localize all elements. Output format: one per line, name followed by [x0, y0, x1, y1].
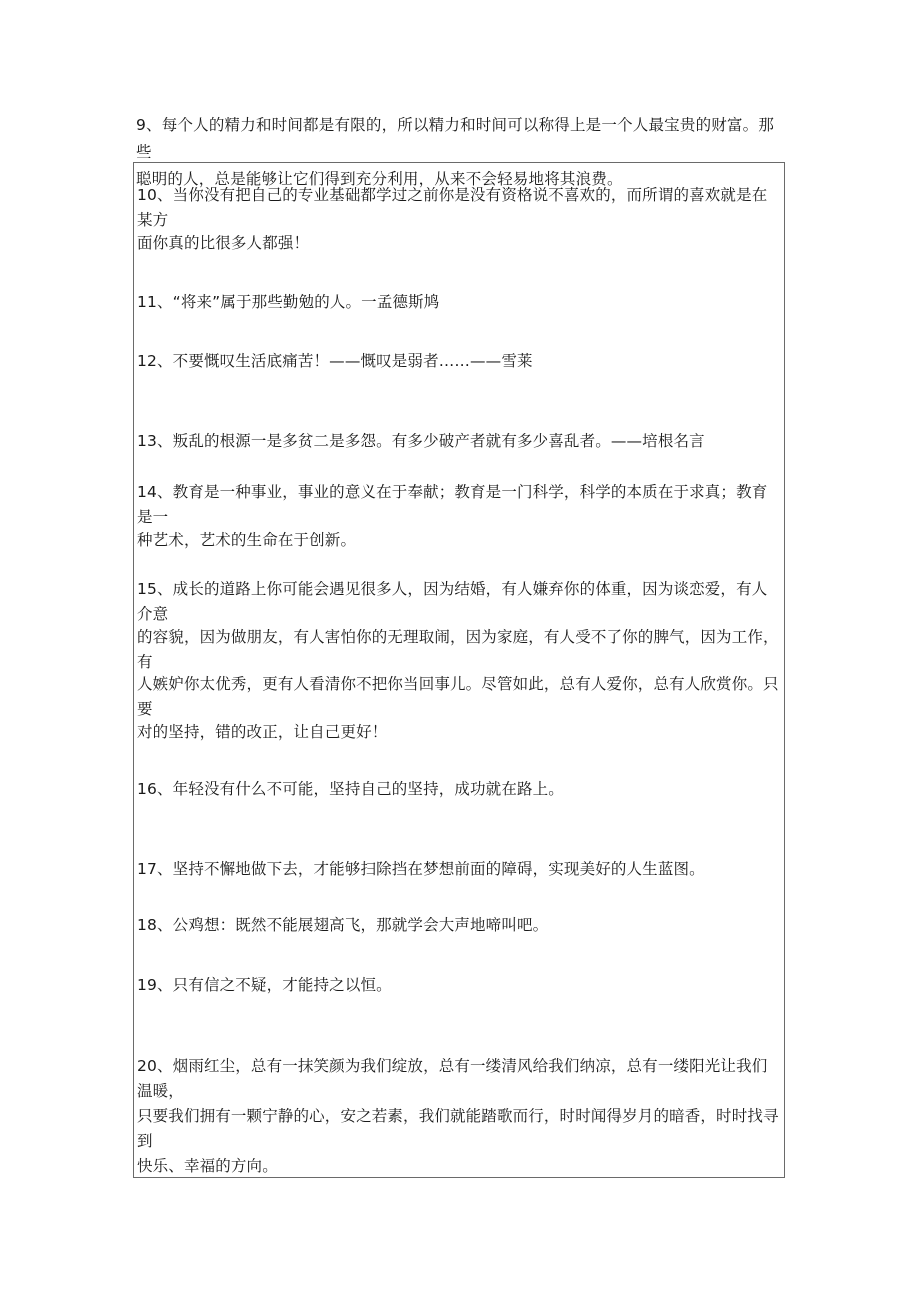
quote-table-box: [133, 162, 785, 1178]
quote-10-line-2: 面你真的比很多人都强！: [137, 234, 310, 252]
quote-19: 19、只有信之不疑，才能持之以恒。: [137, 976, 392, 994]
quote-12: 12、不要慨叹生活底痛苦！——慨叹是弱者……——雪莱: [137, 352, 533, 370]
quote-14-line-1: 14、教育是一种事业，事业的意义在于奉献；教育是一门科学，科学的本质在于求真；教育是一: [137, 483, 768, 526]
quote-14-line-2: 种艺术，艺术的生命在于创新。: [137, 531, 357, 549]
quote-20-line-1: 20、烟雨红尘，总有一抹笑颜为我们绽放，总有一缕清风给我们纳凉，总有一缕阳光让我们温暖，: [137, 1057, 768, 1100]
quote-13: 13、叛乱的根源一是多贫二是多怨。有多少破产者就有多少喜乱者。——培根名言: [137, 432, 705, 450]
quote-20-line-2: 只要我们拥有一颗宁静的心，安之若素，我们就能踏歌而行，时时闻得岁月的暗香，时时找寻到: [137, 1107, 779, 1150]
quote-15-line-2: 的容貌，因为做朋友，有人害怕你的无理取闹，因为家庭，有人受不了你的脾气，因为工作，有: [137, 628, 779, 671]
quote-15-line-4: 对的坚持，错的改正，让自己更好！: [137, 723, 388, 741]
intro-line-1: 9、每个人的精力和时间都是有限的，所以精力和时间可以称得上是一个人最宝贵的财富。那些: [136, 116, 775, 161]
quote-10: [137, 183, 783, 233]
quote-20-line-3: 快乐、幸福的方向。: [137, 1157, 278, 1175]
quote-10-line-1: 10、当你没有把自己的专业基础都学过之前你是没有资格说不喜欢的，而所谓的喜欢就是在某方: [137, 186, 768, 229]
quote-18: 18、公鸡想：既然不能展翅高飞，那就学会大声地啼叫吧。: [137, 916, 549, 934]
quote-16: 16、年轻没有什么不可能，坚持自己的坚持，成功就在路上。: [137, 780, 564, 798]
quote-17: 17、坚持不懈地做下去，才能够扫除挡在梦想前面的障碍，实现美好的人生蓝图。: [137, 860, 705, 878]
quote-10-cont: [137, 231, 783, 256]
quote-15-line-1: 15、成长的道路上你可能会遇见很多人，因为结婚，有人嫌弃你的体重，因为谈恋爱，有人介意: [137, 580, 768, 623]
intro-line-2: 聪明的人，总是能够让它们得到充分利用，从来不会轻易地将其浪费。: [136, 170, 623, 188]
quote-11: 11、“将来”属于那些勤勉的人。一孟德斯鸠: [137, 293, 440, 311]
quote-15-line-3: 人嫉妒你太优秀，更有人看清你不把你当回事儿。尽管如此，总有人爱你，总有人欣赏你。只要: [137, 675, 779, 718]
